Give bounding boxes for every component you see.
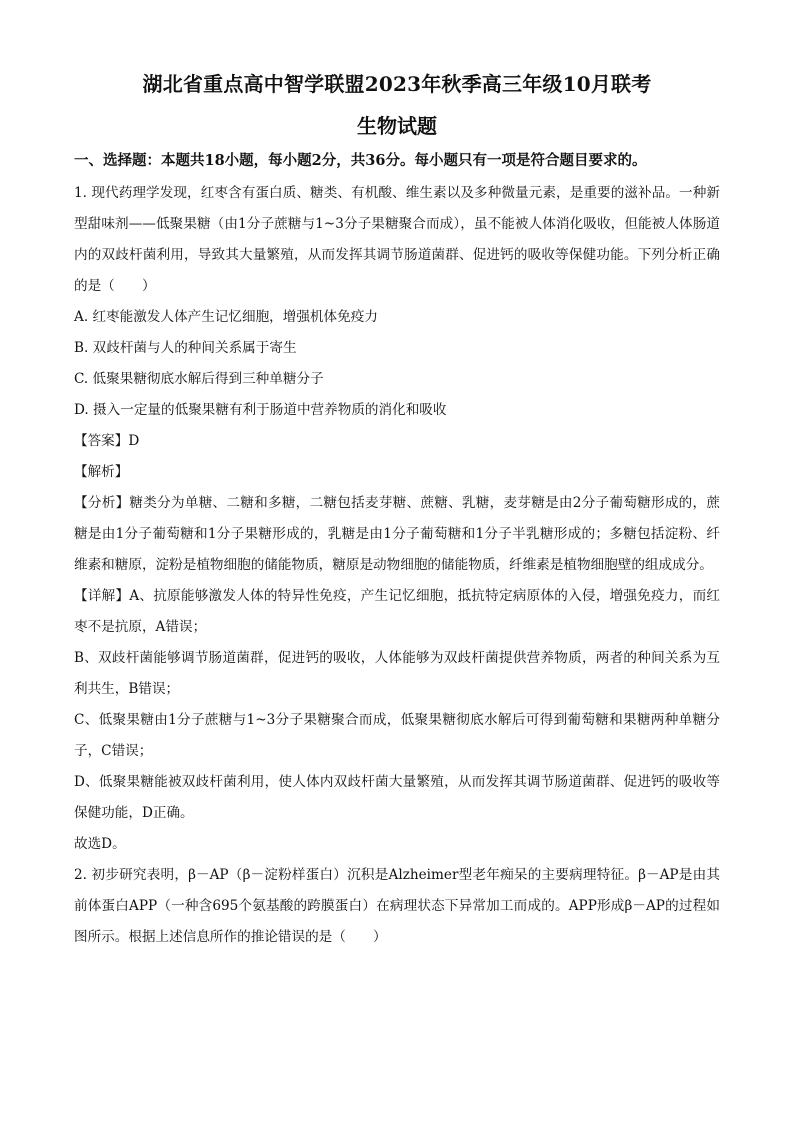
- question-2: [74, 860, 720, 953]
- question-1-option-c: C. 低聚果糖彻底水解后得到三种单糖分子: [74, 371, 324, 387]
- exam-subject: 生物试题: [357, 114, 437, 138]
- question-2-stem: 2. 初步研究表明，β－AP（β－淀粉样蛋白）沉积是Alzheimer型老年痴呆的主要病理特征。β－AP是由其前体蛋白APP（一种含695个氨基酸的跨膜蛋白）在病理状态下异常加工而成的。APP形成β－AP的过程如图所示。根据上述信息所作的推论错误的是（ ）: [74, 867, 720, 945]
- exam-title: 湖北省重点高中智学联盟2023年秋季高三年级10月联考: [142, 72, 652, 96]
- answer-label: 【答案】: [74, 433, 129, 449]
- question-1-option-b: B. 双歧杆菌与人的种间关系属于寄生: [74, 340, 297, 356]
- fenxi-label: 【分析】: [74, 495, 130, 511]
- question-1-stem: 1. 现代药理学发现，红枣含有蛋白质、糖类、有机酸、维生素以及多种微量元素，是重要的滋补品。一种新型甜味剂——低聚果糖（由1分子蔗糖与1~3分子果糖聚合而成），虽不能被人体消化吸收，但能被人体肠道内的双歧杆菌利用，导致其大量繁殖，从而发挥其调节肠道菌群、促进钙的吸收等保健功能。下列分析正确的是（ ）: [74, 185, 720, 294]
- question-1-conclusion: 故选D。: [74, 836, 126, 852]
- question-1-fenxi: [74, 488, 720, 581]
- question-1-option-d: D. 摄入一定量的低聚果糖有利于肠道中营养物质的消化和吸收: [74, 402, 447, 418]
- answer-value: D: [128, 433, 140, 449]
- xiangjie-label: 【详解】: [74, 588, 130, 604]
- question-1-option-a: A. 红枣能激发人体产生记忆细胞，增强机体免疫力: [74, 309, 378, 325]
- question-1-detail-b: B、双歧杆菌能够调节肠道菌群，促进钙的吸收，人体能够为双歧杆菌提供营养物质，两者的种间关系为互利共生，B错误；: [74, 650, 720, 697]
- question-1-xiangjie: [74, 581, 720, 643]
- question-1-answer: [74, 426, 720, 457]
- section-heading: 一、选择题：本题共18小题，每小题2分，共36分。每小题只有一项是符合题目要求的。: [74, 152, 647, 169]
- question-1-detail-d: D、低聚果糖能被双歧杆菌利用，使人体内双歧杆菌大量繁殖，从而发挥其调节肠道菌群、促进钙的吸收等保健功能，D正确。: [74, 774, 720, 821]
- xiangjie-text: A、抗原能够激发人体的特异性免疫，产生记忆细胞，抵抗特定病原体的入侵，增强免疫力，而红枣不是抗原，A错误；: [74, 588, 720, 635]
- question-1-detail-c: C、低聚果糖由1分子蔗糖与1~3分子果糖聚合而成，低聚果糖彻底水解后可得到葡萄糖和果糖两种单糖分子，C错误；: [74, 712, 720, 759]
- analysis-label: 【解析】: [74, 464, 129, 480]
- fenxi-text: 糖类分为单糖、二糖和多糖，二糖包括麦芽糖、蔗糖、乳糖，麦芽糖是由2分子葡萄糖形成的，蔗糖是由1分子葡萄糖和1分子果糖形成的，乳糖是由1分子葡萄糖和1分子半乳糖形成的；多糖包括淀粉、纤维素和糖原，淀粉是植物细胞的储能物质，糖原是动物细胞的储能物质，纤维素是植物细胞壁的组成成分。: [74, 495, 720, 573]
- question-1: [74, 178, 720, 860]
